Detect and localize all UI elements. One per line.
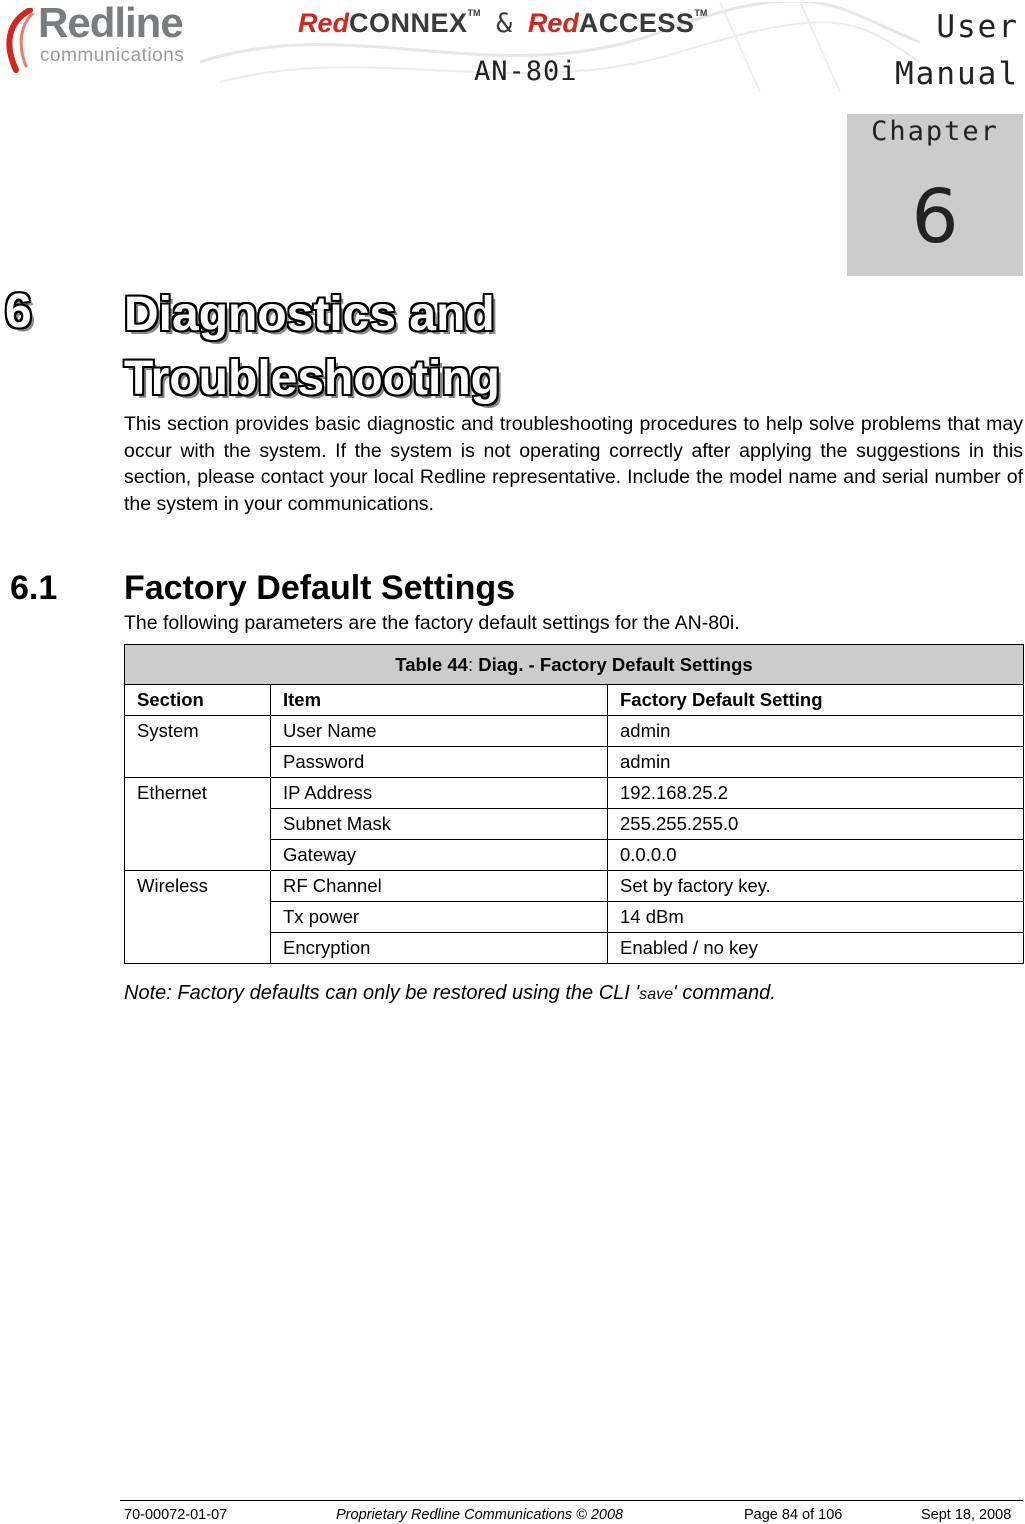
chapter-number: 6	[911, 174, 959, 260]
section-title-line1: Diagnostics and	[124, 288, 495, 341]
column-header-default: Factory Default Setting	[608, 685, 1024, 716]
footer-date: Sept 18, 2008	[921, 1507, 1012, 1523]
footer-divider	[120, 1500, 1023, 1501]
value-cell: admin	[608, 747, 1024, 778]
chapter-badge	[847, 114, 1023, 276]
product-brands	[298, 6, 707, 40]
factory-defaults-table	[124, 644, 1024, 964]
column-header-item: Item	[271, 685, 608, 716]
document-type-line1: User	[936, 9, 1019, 45]
table-row	[125, 716, 1024, 747]
brand-ampersand: &	[496, 8, 513, 39]
footer-proprietary: Proprietary Redline Communications © 2008	[336, 1507, 624, 1523]
note-text-after: ' command.	[673, 982, 776, 1004]
item-cell: Gateway	[271, 840, 608, 871]
chapter-label: Chapter	[871, 116, 999, 147]
document-type	[895, 4, 1019, 98]
model-name: AN-80i	[474, 56, 578, 87]
section-cell-ethernet: Ethernet	[125, 778, 271, 871]
column-header-section: Section	[125, 685, 271, 716]
brand2-name: ACCESS	[578, 8, 695, 38]
page-header	[0, 0, 1025, 95]
value-cell: 255.255.255.0	[608, 809, 1024, 840]
subsection-number: 6.1	[10, 569, 58, 607]
factory-reset-note	[124, 979, 776, 1009]
item-cell: RF Channel	[271, 871, 608, 902]
brand2-trademark: TM	[694, 8, 708, 18]
brand1-name: CONNEX	[349, 8, 468, 38]
table-caption-row	[125, 645, 1024, 685]
value-cell: Set by factory key.	[608, 871, 1024, 902]
item-cell: Subnet Mask	[271, 809, 608, 840]
item-cell: Encryption	[271, 933, 608, 964]
table-header-row	[125, 685, 1024, 716]
brand1-red: Red	[298, 8, 350, 38]
section-title-line2: Troubleshooting	[124, 352, 500, 405]
footer-doc-number: 70-00072-01-07	[124, 1507, 228, 1523]
value-cell: Enabled / no key	[608, 933, 1024, 964]
item-cell: Tx power	[271, 902, 608, 933]
value-cell: admin	[608, 716, 1024, 747]
value-cell: 192.168.25.2	[608, 778, 1024, 809]
document-type-line2: Manual	[895, 56, 1019, 92]
redline-swoosh-icon	[2, 8, 42, 74]
item-cell: IP Address	[271, 778, 608, 809]
company-subtitle: communications	[40, 45, 185, 66]
table-caption-prefix: Table 44	[395, 654, 468, 675]
item-cell: Password	[271, 747, 608, 778]
table-caption	[125, 645, 1024, 685]
section-number: 6	[5, 285, 32, 338]
section-intro: This section provides basic diagnostic and troubleshooting procedures to help solve problems that may occur with the system. If the system is not operating correctly after applying the suggestions in this section, please contact your local Redline representative. Include the model name and serial number of the system in your communications.	[124, 413, 1023, 515]
value-cell: 0.0.0.0	[608, 840, 1024, 871]
note-text-before: Note: Factory defaults can only be restored using the CLI '	[124, 982, 640, 1004]
section-cell-wireless: Wireless	[125, 871, 271, 964]
table-row	[125, 871, 1024, 902]
subsection-title: Factory Default Settings	[124, 569, 516, 607]
company-logo	[2, 0, 212, 76]
table-caption-separator: :	[467, 654, 474, 675]
item-cell: User Name	[271, 716, 608, 747]
footer-page-number: Page 84 of 106	[744, 1507, 843, 1523]
table-caption-title: Diag. - Factory Default Settings	[473, 654, 753, 675]
brand2-red: Red	[527, 8, 579, 38]
section-title	[124, 283, 824, 411]
subsection-lead: The following parameters are the factory default settings for the AN-80i.	[124, 612, 740, 634]
table-row	[125, 778, 1024, 809]
note-command: save	[639, 986, 674, 1003]
section-cell-system: System	[125, 716, 271, 778]
brand1-trademark: TM	[467, 8, 481, 18]
value-cell: 14 dBm	[608, 902, 1024, 933]
company-name: Redline	[38, 0, 183, 46]
